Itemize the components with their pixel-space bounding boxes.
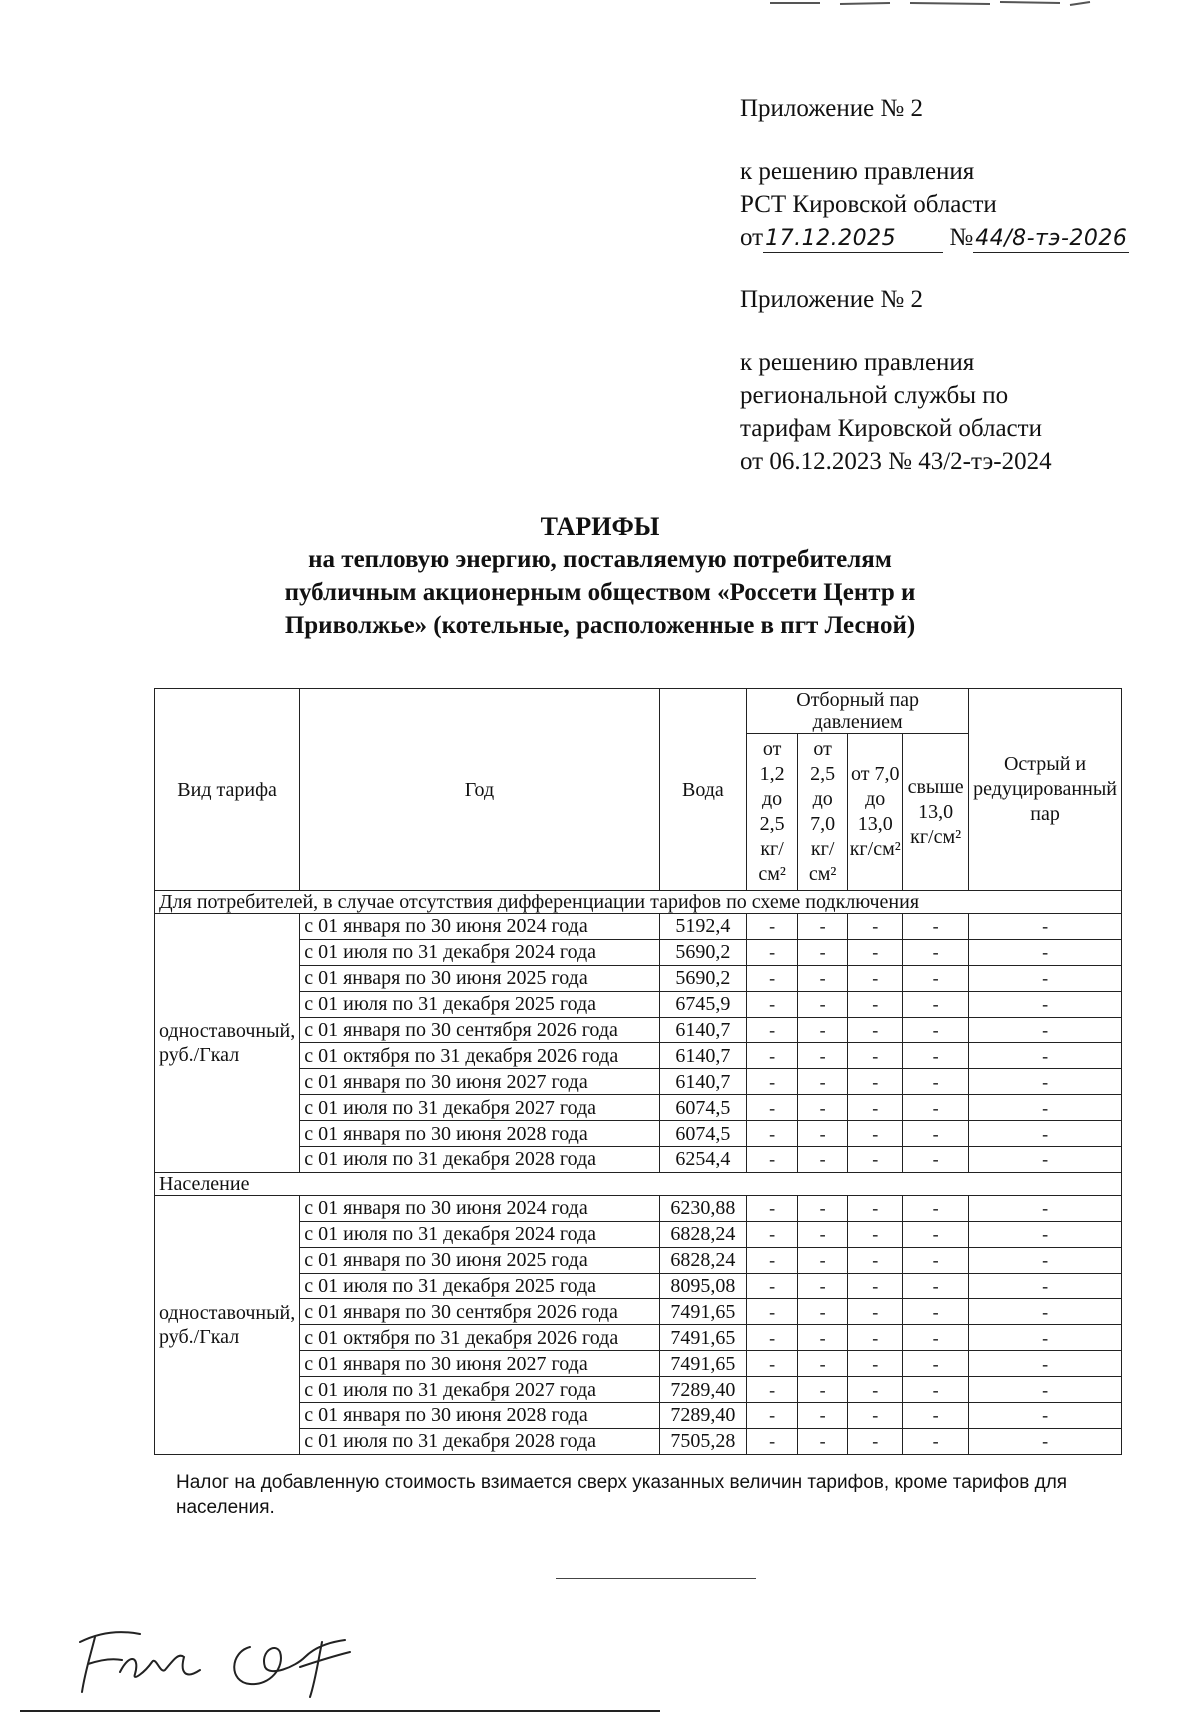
tariffs-body [155,891,1122,1455]
steam-1-cell: - [747,1069,798,1095]
steam-2-cell: - [797,1299,847,1325]
steam-2-cell: - [797,1043,847,1069]
tariff-kind-cell: одноставочный, руб./Гкал [155,914,300,1173]
table-row [155,1351,1122,1377]
appendix-decision-line: к решению правления [740,158,975,185]
sharp-steam-cell: - [969,914,1122,940]
date-prefix: от [740,224,764,251]
period-cell: с 01 июля по 31 декабря 2028 года [300,1428,659,1454]
appendix-authority-line: региональной службы по [740,382,1009,409]
period-cell: с 01 июля по 31 декабря 2025 года [300,991,659,1017]
steam-2-cell: - [797,939,847,965]
tariffs-table [154,688,1122,1455]
steam-4-cell: - [903,965,969,991]
steam-3-cell: - [848,1325,903,1351]
steam-4-cell: - [903,1069,969,1095]
sharp-steam-cell: - [969,1017,1122,1043]
water-tariff-cell: 7289,40 [659,1377,747,1403]
table-row [155,914,1122,940]
appendix-previous [740,283,1052,478]
steam-2-cell: - [797,1195,847,1221]
steam-2-cell: - [797,1147,847,1173]
section-title: Для потребителей, в случае отсутствия дифференциации тарифов по схеме подключения [155,891,1122,914]
steam-3-cell: - [848,1095,903,1121]
header-steam-2: от 2,5 до 7,0 кг/см² [797,734,847,891]
steam-2-cell: - [797,1428,847,1454]
header-year: Год [300,689,659,891]
table-row [155,1299,1122,1325]
water-tariff-cell: 5690,2 [659,965,747,991]
sharp-steam-cell: - [969,1095,1122,1121]
steam-2-cell: - [797,1325,847,1351]
steam-2-cell: - [797,1017,847,1043]
steam-4-cell: - [903,1043,969,1069]
steam-3-cell: - [848,1195,903,1221]
sharp-steam-cell: - [969,1299,1122,1325]
steam-1-cell: - [747,939,798,965]
period-cell: с 01 октября по 31 декабря 2026 года [300,1043,659,1069]
water-tariff-cell: 6745,9 [659,991,747,1017]
water-tariff-cell: 6074,5 [659,1121,747,1147]
steam-1-cell: - [747,1221,798,1247]
steam-4-cell: - [903,991,969,1017]
table-row [155,1221,1122,1247]
steam-3-cell: - [848,1221,903,1247]
table-row [155,1017,1122,1043]
water-tariff-cell: 6074,5 [659,1095,747,1121]
section-title: Население [155,1172,1122,1195]
period-cell: с 01 июля по 31 декабря 2024 года [300,1221,659,1247]
steam-3-cell: - [848,1069,903,1095]
water-tariff-cell: 6828,24 [659,1247,747,1273]
appendix-current [740,92,1129,254]
period-cell: с 01 июля по 31 декабря 2027 года [300,1095,659,1121]
period-cell: с 01 января по 30 июня 2027 года [300,1351,659,1377]
steam-1-cell: - [747,1377,798,1403]
sharp-steam-cell: - [969,1273,1122,1299]
steam-1-cell: - [747,1043,798,1069]
steam-1-cell: - [747,1247,798,1273]
steam-1-cell: - [747,1428,798,1454]
steam-3-cell: - [848,965,903,991]
water-tariff-cell: 6230,88 [659,1195,747,1221]
steam-3-cell: - [848,914,903,940]
water-tariff-cell: 6828,24 [659,1221,747,1247]
steam-4-cell: - [903,1121,969,1147]
steam-1-cell: - [747,1351,798,1377]
appendix-decision-line: к решению правления [740,349,975,376]
sharp-steam-cell: - [969,1247,1122,1273]
water-tariff-cell: 7491,65 [659,1325,747,1351]
separator-line [556,1578,756,1579]
steam-4-cell: - [903,1147,969,1173]
steam-4-cell: - [903,1195,969,1221]
steam-2-cell: - [797,1069,847,1095]
steam-1-cell: - [747,1195,798,1221]
header-kind: Вид тарифа [155,689,300,891]
appendix-authority-line: тарифам Кировской области [740,415,1042,442]
water-tariff-cell: 7289,40 [659,1403,747,1429]
period-cell: с 01 января по 30 июня 2028 года [300,1121,659,1147]
water-tariff-cell: 5192,4 [659,914,747,940]
period-cell: с 01 января по 30 сентября 2026 года [300,1299,659,1325]
bottom-rule [20,1710,660,1712]
steam-1-cell: - [747,1147,798,1173]
steam-2-cell: - [797,991,847,1017]
header-sharp-steam: Острый и редуцированный пар [969,689,1122,891]
title-line: на тепловую энергию, поставляемую потребителям [308,546,892,573]
period-cell: с 01 января по 30 июня 2027 года [300,1069,659,1095]
water-tariff-cell: 7505,28 [659,1428,747,1454]
period-cell: с 01 июля по 31 декабря 2024 года [300,939,659,965]
table-row [155,991,1122,1017]
water-tariff-cell: 7491,65 [659,1299,747,1325]
vat-note: Налог на добавленную стоимость взимается сверх указанных величин тарифов, кроме тарифов для населения. [176,1472,1068,1518]
steam-4-cell: - [903,1403,969,1429]
steam-3-cell: - [848,1428,903,1454]
period-cell: с 01 января по 30 июня 2024 года [300,914,659,940]
steam-4-cell: - [903,1428,969,1454]
steam-2-cell: - [797,1247,847,1273]
sharp-steam-cell: - [969,1428,1122,1454]
table-row [155,965,1122,991]
scan-top-marks [760,0,1120,8]
steam-2-cell: - [797,1121,847,1147]
sharp-steam-cell: - [969,1325,1122,1351]
sharp-steam-cell: - [969,1147,1122,1173]
appendix-authority-line: РСТ Кировской области [740,191,997,218]
steam-1-cell: - [747,1299,798,1325]
header-steam-3: от 7,0 до 13,0 кг/см² [848,734,903,891]
steam-1-cell: - [747,1273,798,1299]
period-cell: с 01 января по 30 июня 2028 года [300,1403,659,1429]
steam-4-cell: - [903,1325,969,1351]
steam-3-cell: - [848,1043,903,1069]
sharp-steam-cell: - [969,1069,1122,1095]
steam-2-cell: - [797,914,847,940]
steam-1-cell: - [747,991,798,1017]
steam-3-cell: - [848,1299,903,1325]
title-line: Приволжье» (котельные, расположенные в пгт Лесной) [284,612,916,639]
period-cell: с 01 июля по 31 декабря 2027 года [300,1377,659,1403]
steam-4-cell: - [903,1095,969,1121]
table-row [155,1428,1122,1454]
steam-1-cell: - [747,965,798,991]
header-steam-4: свыше 13,0 кг/см² [903,734,969,891]
steam-2-cell: - [797,965,847,991]
appendix-date-number-line: от 06.12.2023 № 43/2-тэ-2024 [740,448,1052,475]
water-tariff-cell: 6140,7 [659,1017,747,1043]
appendix-label: Приложение № 2 [740,95,924,122]
steam-1-cell: - [747,1325,798,1351]
steam-4-cell: - [903,1247,969,1273]
steam-3-cell: - [848,1147,903,1173]
steam-4-cell: - [903,1017,969,1043]
header-water: Вода [659,689,747,891]
steam-4-cell: - [903,1351,969,1377]
period-cell: с 01 января по 30 июня 2025 года [300,965,659,991]
water-tariff-cell: 6140,7 [659,1069,747,1095]
steam-2-cell: - [797,1351,847,1377]
table-row [155,1069,1122,1095]
period-cell: с 01 июля по 31 декабря 2025 года [300,1273,659,1299]
table-row [155,1273,1122,1299]
handwritten-date: 17.12.2025 [763,226,943,253]
table-row [155,1195,1122,1221]
steam-3-cell: - [848,939,903,965]
steam-1-cell: - [747,1017,798,1043]
sharp-steam-cell: - [969,1195,1122,1221]
steam-2-cell: - [797,1095,847,1121]
steam-4-cell: - [903,914,969,940]
appendix-date-number-line [740,221,1129,254]
period-cell: с 01 октября по 31 декабря 2026 года [300,1325,659,1351]
table-row [155,1147,1122,1173]
period-cell: с 01 января по 30 сентября 2026 года [300,1017,659,1043]
table-row [155,1121,1122,1147]
steam-3-cell: - [848,1377,903,1403]
period-cell: с 01 июля по 31 декабря 2028 года [300,1147,659,1173]
sharp-steam-cell: - [969,965,1122,991]
steam-4-cell: - [903,939,969,965]
sharp-steam-cell: - [969,1377,1122,1403]
water-tariff-cell: 7491,65 [659,1351,747,1377]
appendix-label: Приложение № 2 [740,286,924,313]
water-tariff-cell: 6254,4 [659,1147,747,1173]
water-tariff-cell: 6140,7 [659,1043,747,1069]
sharp-steam-cell: - [969,1043,1122,1069]
steam-4-cell: - [903,1299,969,1325]
period-cell: с 01 января по 30 июня 2024 года [300,1195,659,1221]
steam-1-cell: - [747,1121,798,1147]
steam-3-cell: - [848,1121,903,1147]
steam-3-cell: - [848,1017,903,1043]
water-tariff-cell: 8095,08 [659,1273,747,1299]
steam-2-cell: - [797,1377,847,1403]
section-row [155,891,1122,914]
table-row [155,1377,1122,1403]
sharp-steam-cell: - [969,991,1122,1017]
tariff-kind-cell: одноставочный, руб./Гкал [155,1195,300,1454]
number-prefix: № [949,224,974,251]
document-title [160,510,1040,642]
header-steam-1: от 1,2 до 2,5 кг/см² [747,734,798,891]
steam-2-cell: - [797,1221,847,1247]
period-cell: с 01 января по 30 июня 2025 года [300,1247,659,1273]
table-row [155,1403,1122,1429]
steam-3-cell: - [848,1351,903,1377]
steam-1-cell: - [747,1095,798,1121]
steam-1-cell: - [747,1403,798,1429]
steam-4-cell: - [903,1377,969,1403]
steam-4-cell: - [903,1273,969,1299]
table-row [155,1095,1122,1121]
steam-3-cell: - [848,1247,903,1273]
title-main: ТАРИФЫ [540,512,660,541]
table-row [155,939,1122,965]
sharp-steam-cell: - [969,1121,1122,1147]
steam-3-cell: - [848,991,903,1017]
title-line: публичным акционерным обществом «Россети Центр и [284,579,916,606]
steam-2-cell: - [797,1273,847,1299]
sharp-steam-cell: - [969,939,1122,965]
handwritten-number: 44/8-тэ-2026 [975,226,1128,251]
sharp-steam-cell: - [969,1351,1122,1377]
steam-3-cell: - [848,1403,903,1429]
table-row [155,1325,1122,1351]
sharp-steam-cell: - [969,1221,1122,1247]
water-tariff-cell: 5690,2 [659,939,747,965]
section-row [155,1172,1122,1195]
steam-4-cell: - [903,1221,969,1247]
steam-1-cell: - [747,914,798,940]
header-steam-group: Отборный пар давлением [747,689,969,734]
sharp-steam-cell: - [969,1403,1122,1429]
table-row [155,1247,1122,1273]
table-row [155,1043,1122,1069]
handwritten-signature [60,1612,390,1702]
steam-3-cell: - [848,1273,903,1299]
steam-2-cell: - [797,1403,847,1429]
